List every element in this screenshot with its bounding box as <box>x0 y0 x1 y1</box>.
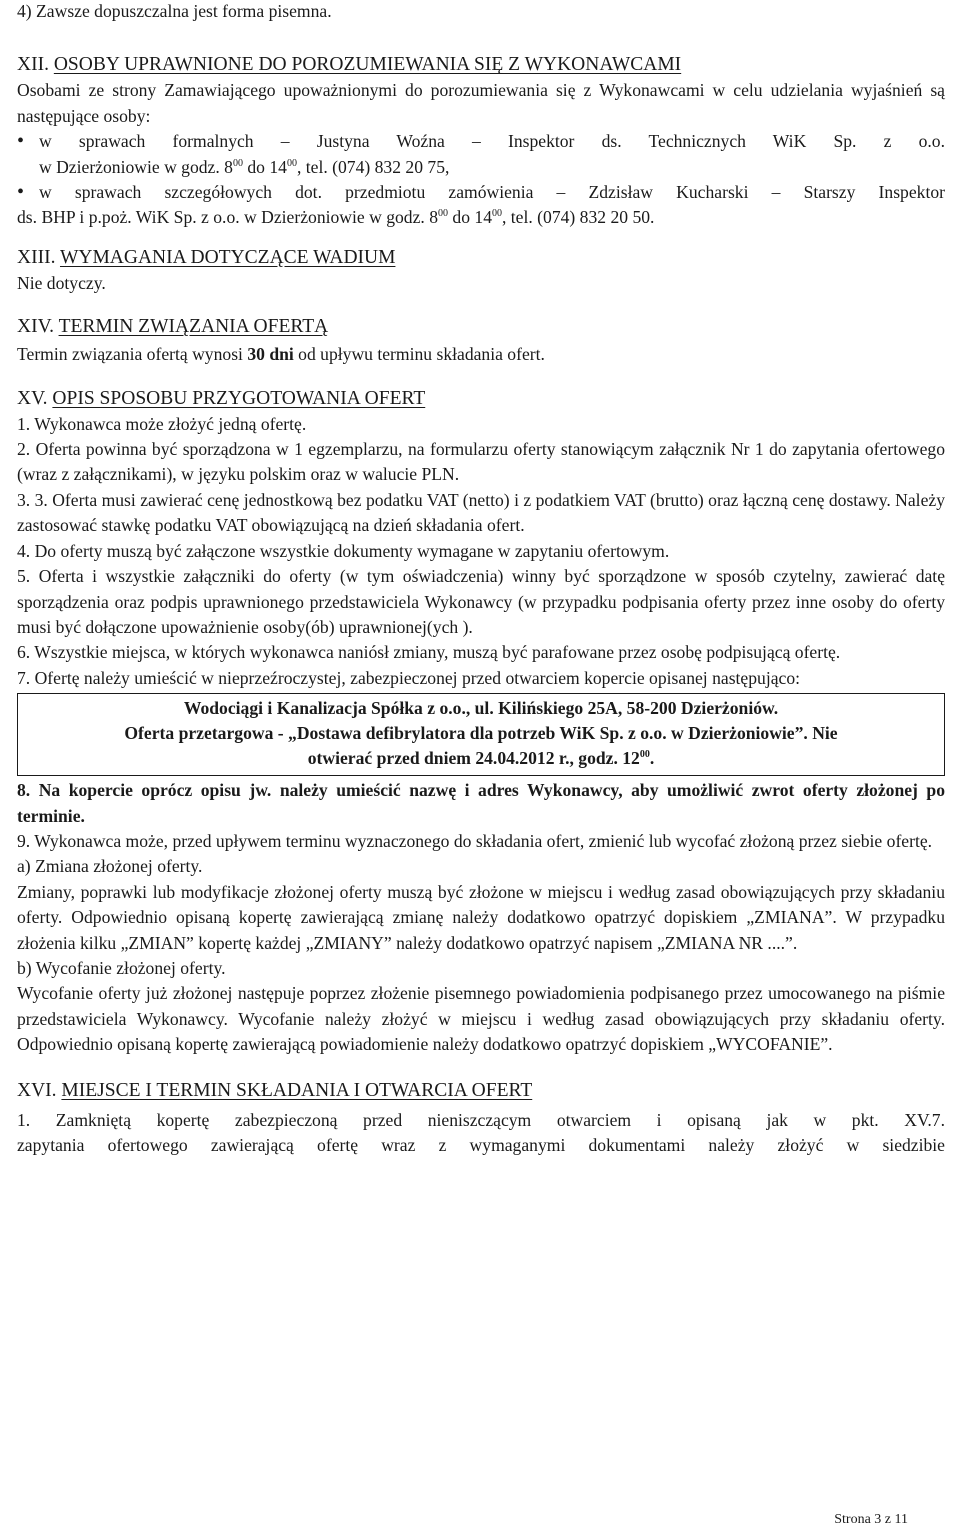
section-15-point-3: 3. 3. Oferta musi zawierać cenę jednostkową bez podatku VAT (netto) i z podatkiem VAT (brutto) oraz łączną cenę dostawy. Należy zastosować stawkę podatku VAT obowiązującą na dzień składania ofert. <box>17 489 945 536</box>
section-14-heading <box>17 314 945 340</box>
contact-formal-line1: • w sprawach formalnych – Justyna Woźna – Inspektor ds. Technicznych WiK Sp. z o.o. <box>39 131 945 152</box>
section-15-title: OPIS SPOSOBU PRZYGOTOWANIA OFERT <box>52 387 426 409</box>
section-16-point-1-line2: zapytania ofertowego zawierającą ofertę wraz z wymaganymi dokumentami należy złożyć w siedzibie <box>17 1135 945 1155</box>
section-12-lead: Osobami ze strony Zamawiającego upoważnionymi do porozumiewania się z Wykonawcami w celu udzielania wyjaśnień są następujące osoby: <box>17 80 945 126</box>
page-number: Strona 3 z 11 <box>834 1512 908 1527</box>
section-13-text: Nie dotyczy. <box>17 272 106 293</box>
section-15-point-9: 9. Wykonawca może, przed upływem terminu wyznaczonego do składania ofert, zmienić lub wycofać złożoną przez siebie ofertę. <box>17 830 933 851</box>
section-16-point-1-line1: 1. Zamkniętą kopertę zabezpieczoną przed nieniszczącym otwarciem i opisaną jak w pkt. XV.7. <box>17 1109 945 1130</box>
section-13-title: WYMAGANIA DOTYCZĄCE WADIUM <box>59 246 396 268</box>
section-13-heading <box>17 245 945 271</box>
contact-item-detailed <box>17 180 945 231</box>
envelope-label-line3: otwierać przed dniem 24.04.2012 r., godz. $12^{00}$. <box>307 748 655 769</box>
section-15-point-b-heading: b) Wycofanie złożonej oferty. <box>17 957 226 978</box>
section-15-number: XV. <box>17 387 48 409</box>
section-14-title: TERMIN ZWIĄZANIA OFERTĄ <box>58 316 329 338</box>
envelope-label-line1: Wodociągi i Kanalizacja Spółka z o.o., ul. Kilińskiego 25A, 58-200 Dzierżoniów. <box>183 698 779 719</box>
section-13-number: XIII. <box>17 246 56 268</box>
section-16-heading <box>17 1078 945 1104</box>
section-15-point-4: 4. Do oferty muszą być załączone wszystkie dokumenty wymagane w zapytaniu ofertowym. <box>17 540 670 561</box>
contact-detailed-line2: ds. BHP i p.poż. WiK Sp. z o.o. w Dzierżoniowie w godz. $8^{00}$ do $14^{00}$, tel. (074) 832 20 50. <box>17 207 655 228</box>
section-15-point-1: 1. Wykonawca może złożyć jedną ofertę. <box>17 413 307 434</box>
section-14-text: Termin związania ofertą wynosi 30 dni od upływu terminu składania ofert. <box>17 344 545 365</box>
section-12-title: OSOBY UPRAWNIONE DO POROZUMIEWANIA SIĘ Z WYKONAWCAMI <box>53 54 682 76</box>
section-12-heading <box>17 52 945 78</box>
section-15-point-a-heading: a) Zmiana złożonej oferty. <box>17 856 203 877</box>
contact-formal-line2: w Dzierżoniowie w godz. $8^{00}$ do $14^{00}$, tel. (074) 832 20 75, <box>39 156 450 177</box>
intro-point-4: 4) Zawsze dopuszczalna jest forma pisemna. <box>17 1 332 21</box>
section-15-point-b-text: Wycofanie oferty już złożonej następuje poprzez złożenie pisemnego powiadomienia podpisanego przez umocowanego na piśmie przedstawiciela Wykonawcy. Wycofanie należy złożyć w miejscu i według zasad obowiązujących przy składaniu oferty. Odpowiednio opisaną kopertę zawierającą powiadomienie należy dodatkowo opatrzyć dopiskiem „WYCOFANIE”. <box>17 983 945 1055</box>
section-12-number: XII. <box>17 54 49 76</box>
section-15-heading <box>17 386 945 412</box>
envelope-label-box <box>17 693 945 776</box>
section-15-point-7: 7. Ofertę należy umieścić w nieprzeźroczystej, zabezpieczonej przed otwarciem kopercie opisanej następująco: <box>17 667 801 688</box>
section-15-point-6: 6. Wszystkie miejsca, w których wykonawca naniósł zmiany, muszą być parafowane przez osobę podpisującą ofertę. <box>17 642 841 663</box>
section-16-number: XVI. <box>17 1079 57 1101</box>
section-15-point-5: 5. Oferta i wszystkie załączniki do oferty (w tym oświadczenia) winny być sporządzone w sposób czytelny, zawierać datę sporządzenia oraz podpis uprawnionego przedstawiciela Wykonawcy (w przypadku podpisania oferty przez inne osoby do oferty musi być dołączone upoważnienie osoby(ób) uprawnionej(ych ). <box>17 566 945 637</box>
section-16-title: MIEJSCE I TERMIN SKŁADANIA I OTWARCIA OFERT <box>61 1079 533 1101</box>
document-page <box>17 0 945 1158</box>
contact-detailed-line1: • w sprawach szczegółowych dot. przedmiotu zamówienia – Zdzisław Kucharski – Starszy Inspektor <box>39 182 945 203</box>
section-15-point-8: 8. Na kopercie oprócz opisu jw. należy umieścić nazwę i adres Wykonawcy, aby umożliwić zwrot oferty złożonej po terminie. <box>17 780 945 826</box>
envelope-label-line2: Oferta przetargowa - „Dostawa defibrylatora dla potrzeb WiK Sp. z o.o. w Dzierżoniowie”. Nie <box>124 723 838 744</box>
section-15-point-a-text: Zmiany, poprawki lub modyfikacje złożonej oferty muszą być złożone w miejscu i według zasad obowiązujących przy składaniu oferty. Odpowiednio opisaną kopertę zawierającą zmianę należy dodatkowo opatrzyć dopiskiem „ZMIANA”. W przypadku złożenia kilku „ZMIAN” kopertę każdej „ZMIANY” należy dodatkowo opatrzyć napisem „ZMIANA NR ....”. <box>17 881 945 953</box>
contact-list <box>17 129 945 231</box>
section-15-point-2: 2. Oferta powinna być sporządzona w 1 egzemplarzu, na formularzu oferty stanowiącym załącznik Nr 1 do zapytania ofertowego (wraz z załącznikami), w języku polskim oraz w walucie PLN. <box>17 439 945 485</box>
section-14-number: XIV. <box>17 316 55 338</box>
contact-item-formal <box>17 129 945 180</box>
